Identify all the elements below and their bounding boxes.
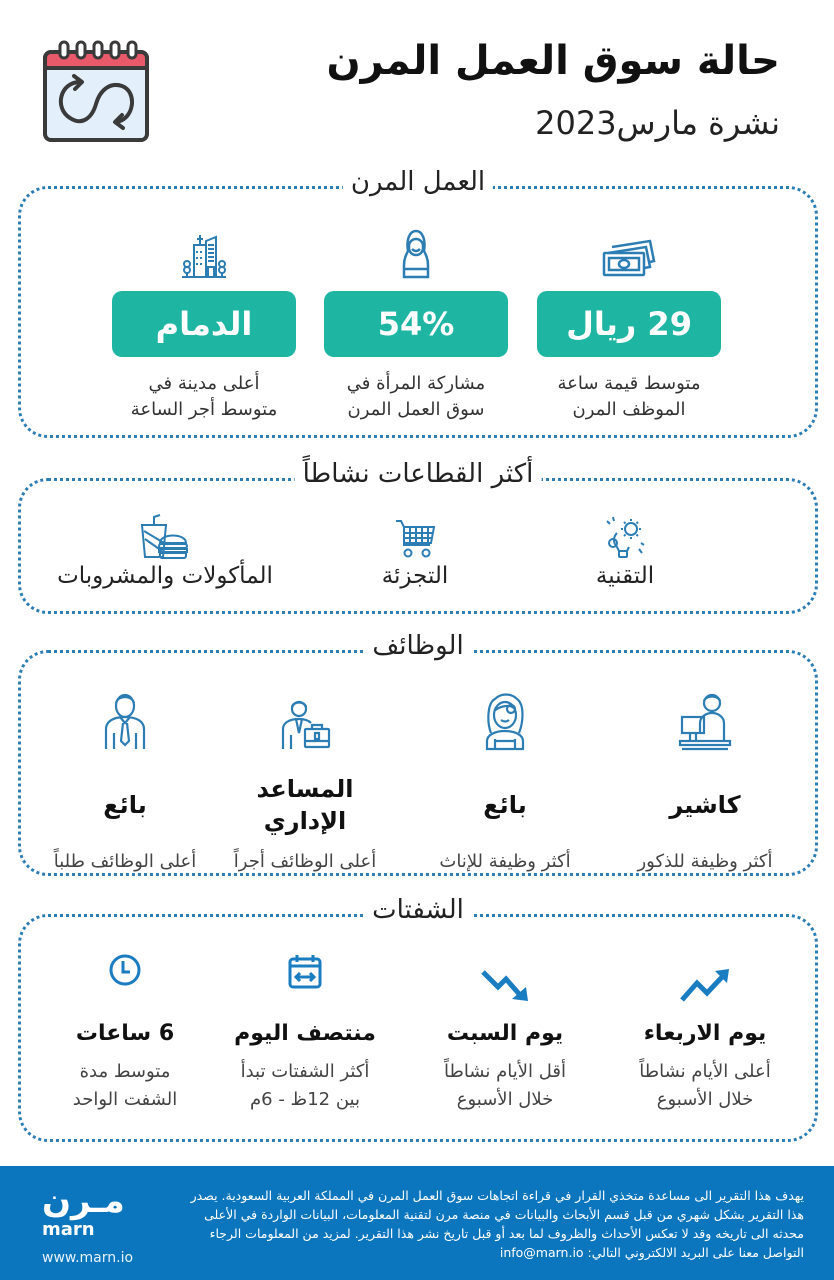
female-seller-icon <box>481 693 529 751</box>
job-title: بائع <box>103 791 147 819</box>
businessman-briefcase-icon <box>279 699 331 751</box>
footer-text-line: محدثه الى تاريخه وقد لا تعكس الأحداث والظروف لما بعد أو قبل تاريخ نشر هذا التقرير. لمزيد من المعلومات الرجاء <box>209 1226 804 1241</box>
jobs-section <box>18 631 818 876</box>
city-buildings-icon <box>180 231 228 279</box>
stat-top-city <box>112 229 296 423</box>
shift-desc-line1: أعلى الأيام نشاطاً <box>639 1061 771 1082</box>
sector-item <box>35 513 295 589</box>
section-title: أكثر القطاعات نشاطاً <box>295 459 542 489</box>
job-desc: أعلى الوظائف أجراً <box>233 851 377 872</box>
shift-desc-line2: خلال الأسبوع <box>456 1089 554 1110</box>
clock-icon <box>108 953 142 987</box>
job-desc: أكثر وظيفة للإناث <box>439 851 571 872</box>
shift-desc-line2: خلال الأسبوع <box>656 1089 754 1110</box>
shopping-cart-icon <box>394 519 436 559</box>
job-desc: أكثر وظيفة للذكور <box>637 851 773 872</box>
shift-desc-line2: بين 12ظ - 6م <box>250 1089 360 1110</box>
footer-contact-email[interactable]: التواصل معنا على البريد الالكتروني التالي: info@marn.io <box>499 1245 804 1260</box>
fast-food-icon <box>140 513 190 559</box>
shift-title: 6 ساعات <box>75 1021 175 1046</box>
trend-down-icon <box>480 969 530 1003</box>
shift-item <box>55 953 195 1114</box>
sector-label: التجزئة <box>381 563 449 589</box>
page-title: حالة سوق العمل المرن <box>326 38 780 84</box>
stat-value: 29 ريال <box>537 291 721 357</box>
top-sectors-section <box>18 459 818 614</box>
footer <box>0 1166 834 1280</box>
cashier-icon <box>678 693 732 751</box>
stat-value: 54% <box>324 291 508 357</box>
sector-label: المأكولات والمشروبات <box>57 563 273 589</box>
shift-title: يوم الاربعاء <box>643 1021 767 1046</box>
shift-desc-line1: متوسط مدة <box>79 1061 171 1082</box>
section-title: العمل المرن <box>343 167 493 197</box>
job-title: بائع <box>483 791 527 819</box>
section-title: الوظائف <box>364 631 471 661</box>
lightbulb-gears-icon <box>603 515 647 559</box>
shift-desc-line2: الشفت الواحد <box>72 1089 178 1110</box>
section-title: الشفتات <box>364 895 472 925</box>
logo-english: marn <box>42 1219 95 1240</box>
stat-desc-line2: سوق العمل المرن <box>347 399 485 420</box>
shift-item <box>625 953 785 1114</box>
website-link[interactable]: www.marn.io <box>42 1250 134 1266</box>
job-title: كاشير <box>669 791 741 819</box>
page-subtitle: نشرة مارس2023 <box>535 104 780 142</box>
shift-title: يوم السبت <box>446 1021 564 1046</box>
stat-desc-line1: مشاركة المرأة في <box>346 373 486 394</box>
stat-women-participation <box>324 229 508 423</box>
calendar-range-icon <box>288 953 322 989</box>
footer-text-line: هذا التقرير بشكل شهري من قبل قسم الأبحاث والبيانات في منصة مرن لتقنية المعلومات، البيانات الواردة في الأعلى <box>204 1207 804 1222</box>
job-item <box>425 691 585 872</box>
stat-desc-line1: متوسط قيمة ساعة <box>557 373 701 394</box>
job-item <box>215 691 395 872</box>
sector-item <box>345 513 485 589</box>
marn-logo <box>42 1181 142 1266</box>
stat-desc-line2: الموظف المرن <box>572 399 686 420</box>
footer-disclaimer <box>174 1186 804 1262</box>
stat-value: الدمام <box>112 291 296 357</box>
stat-desc-line1: أعلى مدينة في <box>148 373 260 394</box>
shift-item <box>425 953 585 1114</box>
footer-text-line: يهدف هذا التقرير الى مساعدة متخذي القرار في قراءة اتجاهات سوق العمل المرن في المملكة العربية السعودية. يصدر <box>190 1188 804 1203</box>
stat-hourly-rate <box>537 229 721 423</box>
shift-item <box>215 953 395 1114</box>
shift-title: منتصف اليوم <box>234 1021 376 1046</box>
job-item <box>625 691 785 872</box>
header <box>0 0 834 170</box>
shift-desc-line1: أقل الأيام نشاطاً <box>444 1061 566 1082</box>
shift-desc-line1: أكثر الشفتات تبدأ <box>240 1061 370 1082</box>
money-icon <box>602 239 656 279</box>
calendar-repeat-icon <box>42 38 150 144</box>
businessman-tie-icon <box>104 693 146 751</box>
job-desc: أعلى الوظائف طلباً <box>53 851 197 872</box>
job-item <box>45 691 205 872</box>
job-title-line2: الإداري <box>263 807 347 835</box>
logo-arabic: مـرن <box>42 1181 125 1221</box>
stat-desc-line2: متوسط أجر الساعة <box>130 399 278 420</box>
sector-label: التقنية <box>595 563 655 589</box>
flexible-work-section <box>18 167 818 438</box>
trend-up-icon <box>679 967 731 1003</box>
shifts-section <box>18 895 818 1142</box>
woman-hijab-icon <box>396 229 436 279</box>
job-title-line1: المساعد <box>256 775 354 803</box>
sector-item <box>555 513 695 589</box>
